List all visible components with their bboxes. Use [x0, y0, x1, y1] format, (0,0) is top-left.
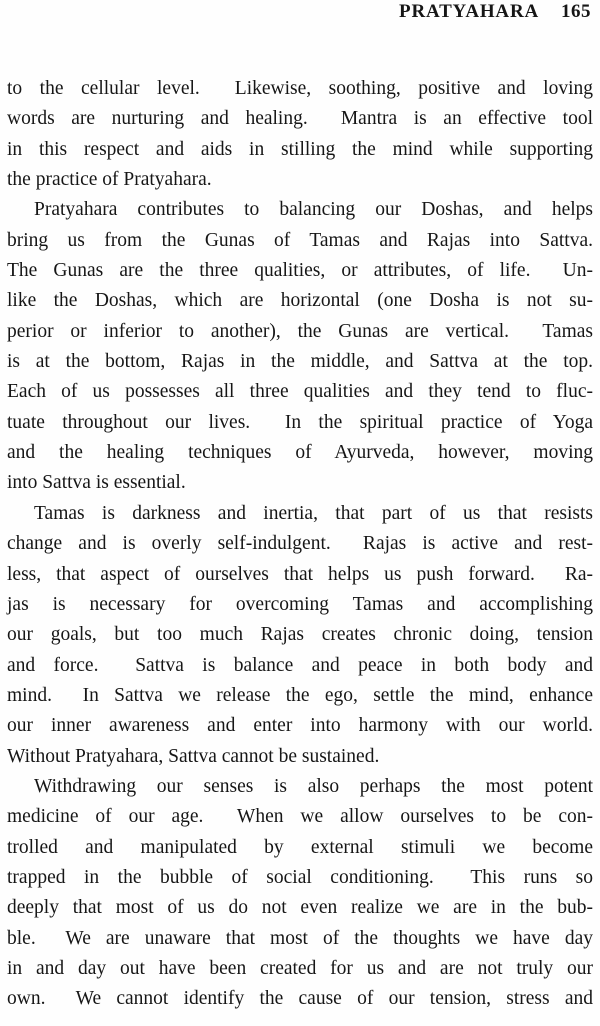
body-line: our inner awareness and enter into harmony with our world.	[7, 715, 593, 737]
page-header	[399, 1, 591, 23]
body-line: mind. In Sattva we release the ego, settle the mind, enhance	[7, 684, 593, 706]
body-line: less, that aspect of ourselves that helps us push forward. Ra-	[7, 563, 593, 585]
body-line: Without Pratyahara, Sattva cannot be sustained.	[7, 745, 380, 767]
body-line: is at the bottom, Rajas in the middle, and Sattva at the top.	[7, 351, 593, 373]
body-line: trolled and manipulated by external stimuli we become	[7, 836, 593, 858]
body-line: Each of us possesses all three qualities and they tend to fluc-	[7, 381, 593, 403]
body-line: like the Doshas, which are horizontal (one Dosha is not su-	[7, 290, 593, 312]
body-line: and the healing techniques of Ayurveda, however, moving	[7, 442, 593, 464]
body-line: deeply that most of us do not even realize we are in the bub-	[7, 897, 593, 919]
body-line: Tamas is darkness and inertia, that part of us that resists	[34, 502, 593, 524]
body-line: in this respect and aids in stilling the mind while supporting	[7, 138, 593, 160]
body-line: medicine of our age. When we allow ourselves to be con-	[7, 806, 593, 828]
body-line: jas is necessary for overcoming Tamas and accomplishing	[7, 593, 593, 615]
body-line: trapped in the bubble of social conditioning. This runs so	[7, 866, 593, 888]
body-line: ble. We are unaware that most of the thoughts we have day	[7, 927, 593, 949]
body-line: perior or inferior to another), the Gunas are vertical. Tamas	[7, 320, 593, 342]
body-line: the practice of Pratyahara.	[7, 169, 212, 191]
body-line: own. We cannot identify the cause of our tension, stress and	[7, 988, 593, 1010]
body-line: to the cellular level. Likewise, soothing, positive and loving	[7, 78, 593, 99]
body-line: Pratyahara contributes to balancing our Doshas, and helps	[34, 199, 593, 221]
body-line: Withdrawing our senses is also perhaps the most potent	[34, 775, 593, 797]
body-line: into Sattva is essential.	[7, 472, 186, 494]
body-text	[7, 74, 593, 1015]
page-number: 165	[561, 1, 591, 22]
body-line: change and is overly self-indulgent. Rajas is active and rest-	[7, 533, 593, 555]
body-line: our goals, but too much Rajas creates chronic doing, tension	[7, 624, 593, 646]
running-head-title: PRATYAHARA	[399, 1, 539, 22]
body-line: The Gunas are the three qualities, or attributes, of life. Un-	[7, 260, 593, 282]
body-line: bring us from the Gunas of Tamas and Rajas into Sattva.	[7, 229, 593, 251]
body-line: in and day out have been created for us and are not truly our	[7, 957, 593, 979]
body-line: tuate throughout our lives. In the spiritual practice of Yoga	[7, 411, 593, 433]
body-line: words are nurturing and healing. Mantra is an effective tool	[7, 108, 593, 130]
body-line: and force. Sattva is balance and peace in both body and	[7, 654, 593, 676]
